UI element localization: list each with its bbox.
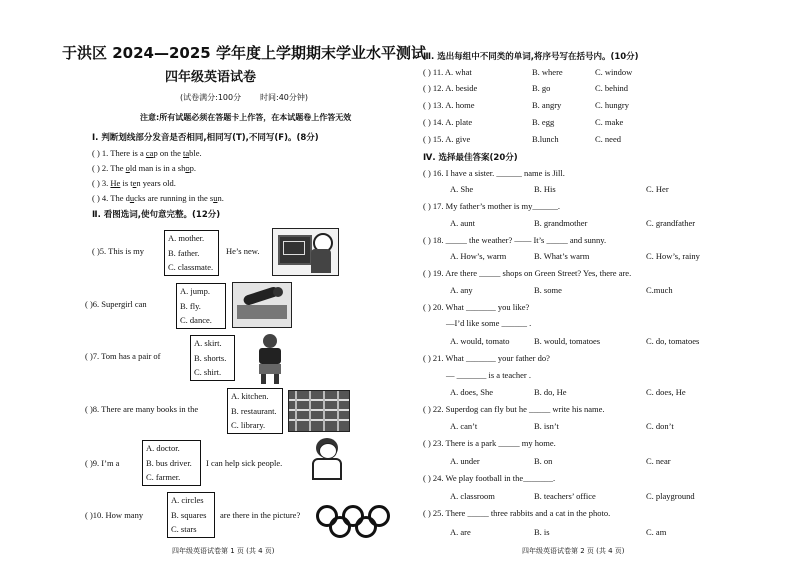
question-23-option-a: A. under (450, 456, 480, 466)
exam-title: 于洪区 2024—2025 学年度上学期期末学业水平测试 (62, 44, 426, 62)
question-3: ( ) 3. He is ten years old. (92, 178, 176, 188)
question-7-options: A. skirt. B. shorts. C. shirt. (190, 335, 235, 381)
question-21: ( ) 21. What _______ your father do? (423, 353, 550, 363)
question-12-option-b: B. go (532, 83, 551, 93)
question-15-option-c: C. need (595, 134, 621, 144)
question-10-tail: are there in the picture? (220, 510, 301, 520)
question-22-option-a: A. can’t (450, 421, 478, 431)
question-5-options: A. mother. B. father. C. classmate. (164, 230, 219, 276)
question-9-stem: ( )9. I’m a (85, 458, 120, 468)
supergirl-flying-picture (232, 282, 292, 328)
question-2: ( ) 2. The old man is in a shop. (92, 163, 196, 173)
section-4-heading: Ⅳ. 选择最佳答案(20分) (423, 153, 518, 163)
question-17: ( ) 17. My father’s mother is my______. (423, 201, 561, 211)
question-19-option-a: A. any (450, 285, 473, 295)
question-8-stem: ( )8. There are many books in the (85, 404, 199, 414)
question-24: ( ) 24. We play football in the_______. (423, 473, 556, 483)
question-19-option-c: C.much (646, 285, 673, 295)
question-8-options: A. kitchen. B. restaurant. C. library. (227, 388, 283, 434)
question-20-response: —I’d like some ______ . (446, 318, 532, 328)
question-23-option-b: B. on (534, 456, 553, 466)
question-4: ( ) 4. The ducks are running in the sun. (92, 193, 224, 203)
boy-at-blackboard-picture (272, 228, 339, 276)
question-21-option-a: A. does, She (450, 387, 493, 397)
question-15: ( ) 15. A. give (423, 134, 471, 144)
question-23-option-c: C. near (646, 456, 671, 466)
question-13-option-c: C. hungry (595, 100, 629, 110)
question-23: ( ) 23. There is a park _____ my home. (423, 438, 556, 448)
question-18-option-b: B. What’s warm (534, 251, 590, 261)
question-13-option-b: B. angry (532, 100, 562, 110)
question-22-option-c: C. don’t (646, 421, 674, 431)
bookshelf-picture (288, 390, 350, 432)
notice: 注意:所有试题必须在答题卡上作答，在本试题卷上作答无效 (140, 113, 352, 122)
question-14-option-c: C. make (595, 117, 624, 127)
question-16-option-c: C. Her (646, 184, 669, 194)
section-2-heading: Ⅱ. 看图选词,使句意完整。(12分) (92, 210, 221, 220)
section-1-heading: Ⅰ. 判断划线部分发音是否相同,相同写(T),不同写(F)。(8分) (92, 133, 319, 143)
question-14-option-b: B. egg (532, 117, 555, 127)
question-9-options: A. doctor. B. bus driver. C. farmer. (142, 440, 201, 486)
question-10-stem: ( )10. How many (85, 510, 144, 520)
olympic-rings-picture (316, 505, 392, 539)
left-page-footer: 四年级英语试卷第 1 页 (共 4 页) (172, 547, 275, 555)
question-25-option-c: C. am (646, 527, 667, 537)
question-25: ( ) 25. There _____ three rabbits and a cat in the photo. (423, 508, 611, 518)
question-22-option-b: B. isn’t (534, 421, 559, 431)
question-6-options: A. jump. B. fly. C. dance. (176, 283, 226, 329)
question-11-option-c: C. window (595, 67, 633, 77)
doctor-picture (306, 436, 348, 480)
question-17-option-a: A. aunt (450, 218, 476, 228)
question-1: ( ) 1. There is a cap on the table. (92, 148, 202, 158)
question-18: ( ) 18. _____ the weather? —— It’s _____ and sunny. (423, 235, 607, 245)
question-9-tail: I can help sick people. (206, 458, 283, 468)
question-21-option-b: B. do, He (534, 387, 567, 397)
question-20-option-a: A. would, tomato (450, 336, 510, 346)
question-18-option-a: A. How’s, warm (450, 251, 507, 261)
question-17-option-b: B. grandmother (534, 218, 588, 228)
question-11: ( ) 11. A. what (423, 67, 472, 77)
question-19-option-b: B. some (534, 285, 562, 295)
full-score: (试卷满分:100分 (180, 93, 242, 102)
question-16-option-a: A. She (450, 184, 474, 194)
question-5-tail: He’s new. (226, 246, 260, 256)
question-24-option-c: C. playground (646, 491, 695, 501)
question-20: ( ) 20. What _______ you like? (423, 302, 530, 312)
question-24-option-a: A. classroom (450, 491, 495, 501)
question-20-option-b: B. would, tomatoes (534, 336, 601, 346)
question-25-option-a: A. are (450, 527, 471, 537)
question-16-option-b: B. His (534, 184, 556, 194)
question-11-option-b: B. where (532, 67, 563, 77)
question-7-stem: ( )7. Tom has a pair of (85, 351, 161, 361)
question-20-option-c: C. do, tomatoes (646, 336, 700, 346)
question-13: ( ) 13. A. home (423, 100, 475, 110)
section-3-heading: Ⅲ. 选出每组中不同类的单词,将序号写在括号内。(10分) (423, 52, 639, 62)
question-17-option-c: C. grandfather (646, 218, 696, 228)
time-limit: 时间:40分钟) (260, 93, 308, 102)
question-16: ( ) 16. I have a sister. ______ name is Jill. (423, 168, 565, 178)
question-22: ( ) 22. Superdog can fly but he _____ write his name. (423, 404, 605, 414)
right-page-footer: 四年级英语试卷第 2 页 (共 4 页) (522, 547, 625, 555)
question-12-option-c: C. behind (595, 83, 629, 93)
question-15-option-b: B.lunch (532, 134, 559, 144)
question-21-option-c: C. does, He (646, 387, 686, 397)
question-19: ( ) 19. Are there _____ shops on Green Street? Yes, there are. (423, 268, 632, 278)
question-18-option-c: C. How’s, rainy (646, 251, 700, 261)
question-25-option-b: B. is (534, 527, 550, 537)
question-14: ( ) 14. A. plate (423, 117, 473, 127)
exam-subtitle: 四年级英语试卷 (165, 70, 257, 85)
question-10-options: A. circles B. squares C. stars (167, 492, 215, 538)
question-24-option-b: B. teachers’ office (534, 491, 596, 501)
question-6-stem: ( )6. Supergirl can (85, 299, 147, 309)
question-12: ( ) 12. A. beside (423, 83, 478, 93)
question-5-stem: ( )5. This is my (92, 246, 145, 256)
tom-in-shorts-picture (250, 332, 290, 384)
question-21-response: — _______ is a teacher . (446, 370, 531, 380)
